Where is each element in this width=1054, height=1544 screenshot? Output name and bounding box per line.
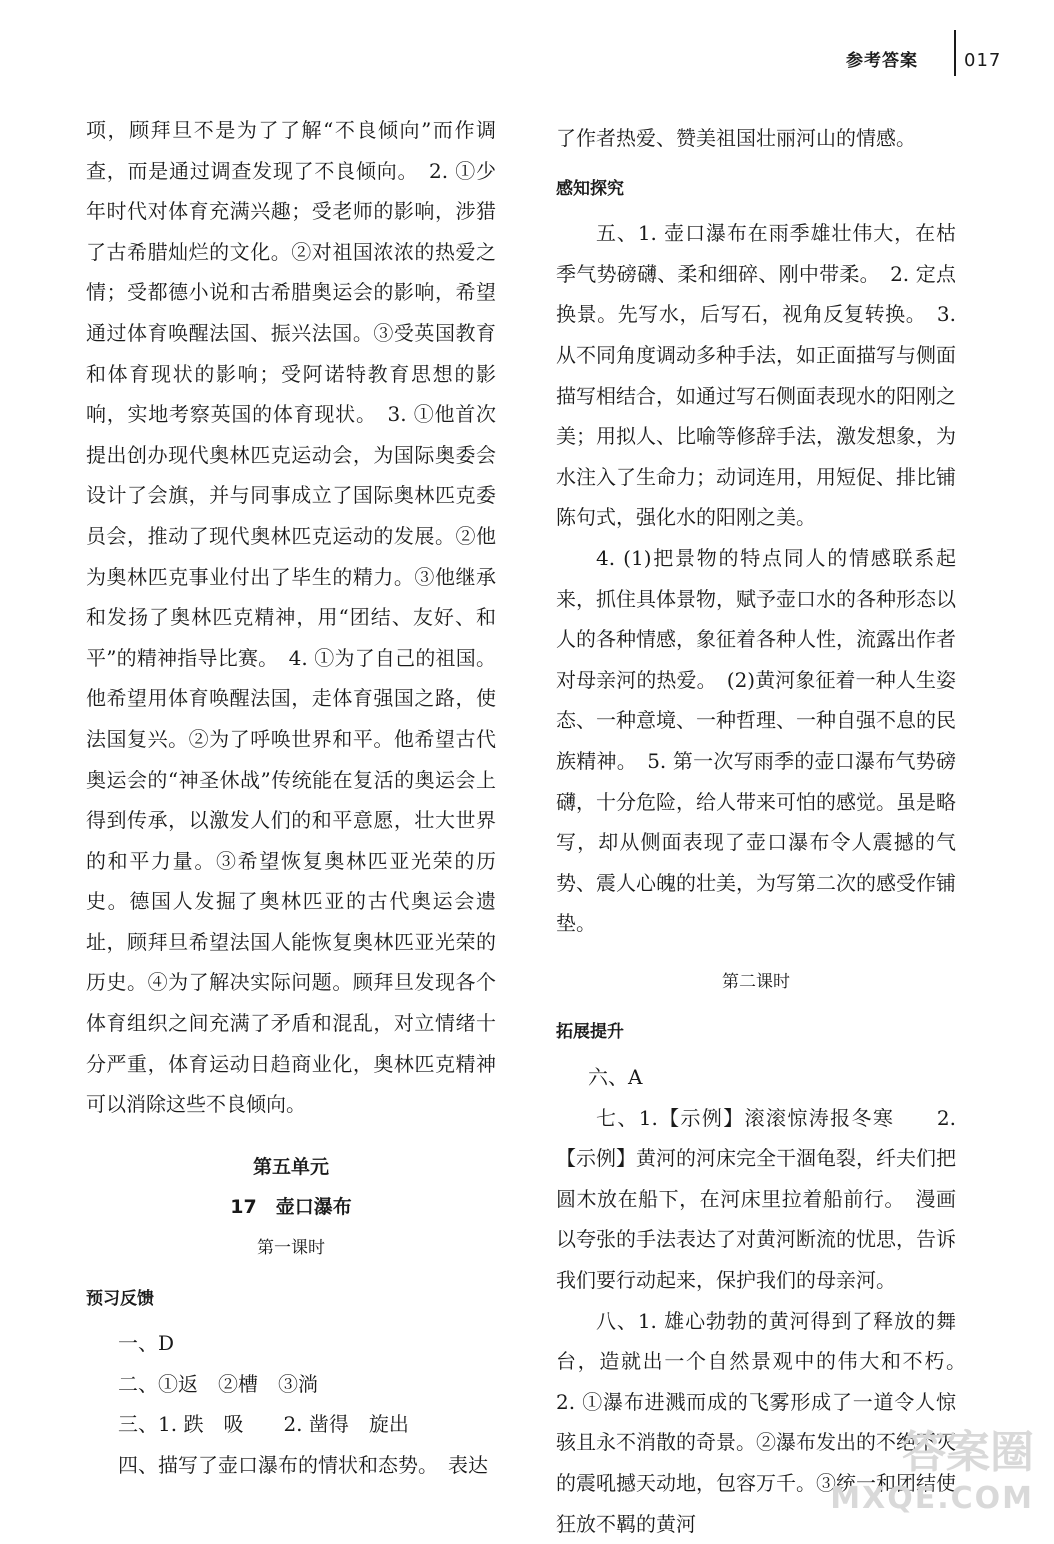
answer-item-4: 四、描写了壶口瀑布的情状和态势。 表达 [118,1453,488,1477]
page-number: 017 [964,50,1002,71]
answer-item-1: 一、D [118,1331,175,1356]
answer-item-2: 二、①返 ②槽 ③淌 [118,1371,318,1396]
unit-title: 第五单元 [252,1155,329,1178]
watermark-logo [830,1427,1034,1522]
section-heading-extend: 拓展提升 [556,1022,624,1043]
answer-item-5: 五、1. 壶口瀑布在雨季雄壮伟大，在枯季气势磅礴、柔和细碎、刚中带柔。 2. 定点换景。先写水，后写石，视角反复转换。 3. 从不同角度调动多种手法，如正面描写与侧面描写相结合，如通过写石侧面表现水的阳刚之美；用拟人、比喻等修辞手法，激发想象，为水注入了生命力；动词连用，用短促、排比铺陈句式，强化水的阳刚之美。 [556,221,956,530]
watermark-sub: MXQE.COM [830,1481,1034,1516]
answer-item-6: 六、A [588,1065,643,1090]
answer-item-4-continued: 了作者热爱、赞美祖国壮丽河山的情感。 [556,126,916,150]
lesson-title: 17 壶口瀑布 [230,1196,352,1219]
watermark-main: 答案圈 [902,1427,1034,1478]
answer-continued-paragraph: 项，顾拜旦不是为了了解“不良倾向”而作调查，而是通过调查发现了不良倾向。 2. ①少年时代对体育充满兴趣；受老师的影响，涉猎了古希腊灿烂的文化。②对祖国浓浓的热爱之情；受都德小说和古希腊奥运会的影响，希望通过体育唤醒法国、振兴法国。③受英国教育和体育现状的影响；受阿诺特教育思想的影响，实地考察英国的体育现状。 3. ①他首次提出创办现代奥林匹克运动会，为国际奥委会设计了会旗，并与同事成立了国际奥林匹克委员会，推动了现代奥林匹克运动的发展。②他为奥林匹克事业付出了毕生的精力。③他继承和发扬了奥林匹克精神，用“团结、友好、和平”的精神指导比赛。 4. ①为了自己的祖国。他希望用体育唤醒法国，走体育强国之路，使法国复兴。②为了呼唤世界和平。他希望古代奥运会的“神圣休战”传统能在复活的奥运会上得到传承，以激发人们的和平意愿，壮大世界的和平力量。③希望恢复奥林匹亚光荣的历史。德国人发掘了奥林匹亚的古代奥运会遗址，顾拜旦希望法国人能恢复奥林匹亚光荣的历史。④为了解决实际问题。顾拜旦发现各个体育组织之间充满了矛盾和混乱，对立情绪十分严重，体育运动日趋商业化，奥林匹克精神可以消除这些不良倾向。 [86,118,496,1117]
period-title-2: 第二课时 [722,971,790,992]
answer-item-3: 三、1. 跌 吸 2. 凿得 旋出 [118,1412,409,1437]
header-label: 参考答案 [846,51,918,71]
answer-item-8: 八、1. 雄心勃勃的黄河得到了释放的舞台，造就出一个自然景观中的伟大和不朽。 2. ①瀑布进溅而成的飞雾形成了一道令人惊骇且永不消散的奇景。②瀑布发出的不绝不灭的震吼撼天动地，包容万千。③统一和团结使狂放不羁的黄河 [556,1308,976,1536]
section-heading-preview: 预习反馈 [86,1288,154,1309]
period-title-1: 第一课时 [257,1238,325,1259]
header-divider [954,30,956,76]
answer-item-7: 七、1.【示例】滚滚惊涛报冬寒 2.【示例】黄河的河床完全干涸龟裂，纤夫们把圆木放在船下，在河床里拉着船前行。 漫画以夸张的手法表达了对黄河断流的忧思，告诉我们要行动起来，保护我们的母亲河。 [556,1105,956,1293]
section-heading-explore: 感知探究 [556,178,624,199]
left-column [86,110,496,1486]
answer-item-5-4: 4. (1)把景物的特点同人的情感联系起来，抓住具体景物，赋予壶口水的各种形态以人的各种情感，象征着各种人性，流露出作者对母亲河的热爱。 (2)黄河象征着一种人生姿态、一种意境、一种哲理、一种自强不息的民族精神。 5. 第一次写雨季的壶口瀑布气势磅礴，十分危险，给人带来可怕的感觉。虽是略写，却从侧面表现了壶口瀑布令人震撼的气势、震人心魄的壮美，为写第二次的感受作铺垫。 [556,545,956,936]
